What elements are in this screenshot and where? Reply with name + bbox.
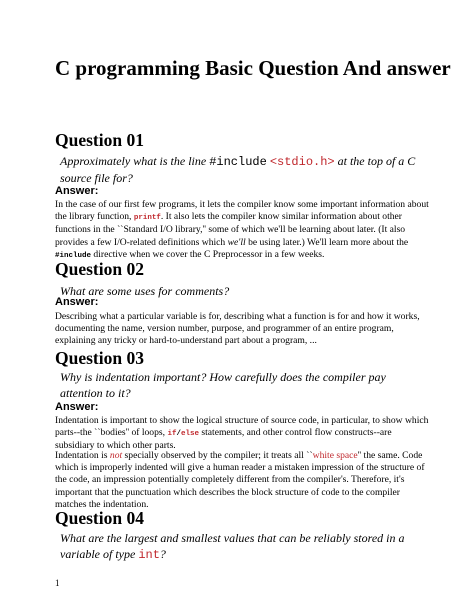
page-number: 1 — [55, 578, 60, 588]
a1-italic: we'll — [227, 236, 246, 248]
question-01-heading: Question 01 — [55, 130, 144, 150]
q1-text-pre: Approximately what is the line — [60, 154, 210, 168]
question-04-heading: Question 04 — [55, 508, 144, 528]
document-title: C programming Basic Question And answer — [55, 56, 451, 80]
a3-white-space: white space — [312, 450, 358, 461]
a1-part-1: In the case of our first few programs, it lets the compiler know some important information about the library function, — [55, 199, 429, 223]
question-04-text — [60, 531, 430, 563]
a3-code-else: else — [180, 430, 199, 439]
q1-code-stdio: <stdio.h> — [269, 155, 335, 169]
q4-text-post: ? — [159, 546, 166, 561]
a3-part-1: Indentation is important to show the logical structure of source code, in particular, to show which parts--the ``bodies'' of loops, — [55, 415, 429, 439]
a1-part-4: directive when we cover the C Preprocessor in a few weeks. — [91, 248, 325, 260]
a3-p2-part-1: Indentation is — [55, 450, 110, 461]
answer-02-text: Describing what a particular variable is for, describing what a function is for and how it works, documenting the name, version number, purpose, and programmer of an entire program, explaining any tricky or hard-to-understand part about a program, ... — [55, 311, 420, 347]
answer-01-text — [55, 199, 430, 262]
question-01-text — [60, 154, 430, 186]
a3-slash: / — [176, 430, 181, 439]
answer-03-para-1 — [55, 415, 430, 453]
a1-code-include: #include — [55, 251, 92, 260]
answer-label-01: Answer: — [55, 185, 99, 197]
question-03-text: Why is indentation important? How carefully does the compiler pay attention to it? — [60, 370, 386, 400]
question-03-heading: Question 03 — [55, 348, 144, 368]
a3-p2-part-2: specially observed by the compiler; it treats all `` — [122, 450, 313, 461]
a1-code-printf: printf — [133, 214, 161, 223]
answer-03-para-2 — [55, 450, 430, 511]
q4-code-int: int — [138, 547, 160, 562]
question-02-heading: Question 02 — [55, 259, 144, 279]
q1-text-post: at the top of a C source file for? — [60, 154, 416, 185]
q4-text-pre: What are the largest and smallest values that can be reliably stored in a variable of type — [60, 531, 405, 561]
a3-not: not — [109, 450, 123, 461]
a3-p2-part-3: '' the same. Code which is improperly indented will give a human reader a mistaken impression of the structure of the code, an impression potentially completely different from the compiler's. Therefore, it's important that the punctuation which describes the block structure of code to the compiler matches the indentation. — [55, 450, 425, 510]
answer-label-03: Answer: — [55, 401, 99, 413]
question-02-text: What are some uses for comments? — [60, 284, 230, 298]
a3-code-if: if — [167, 430, 177, 439]
a1-part-3: be using later.) We'll learn more about the — [245, 236, 409, 248]
q1-code-include: #include — [209, 155, 267, 169]
answer-label-02: Answer: — [55, 296, 99, 308]
a3-part-2: statements, and other control flow constructs--are subsidiary to which other parts. — [55, 427, 392, 452]
a1-part-2: . It also lets the compiler know similar information about other functions in the ``Standard I/O library,'' some of which we'll be learning about later. (It also provides a few I/O-related definitions which — [55, 211, 406, 248]
